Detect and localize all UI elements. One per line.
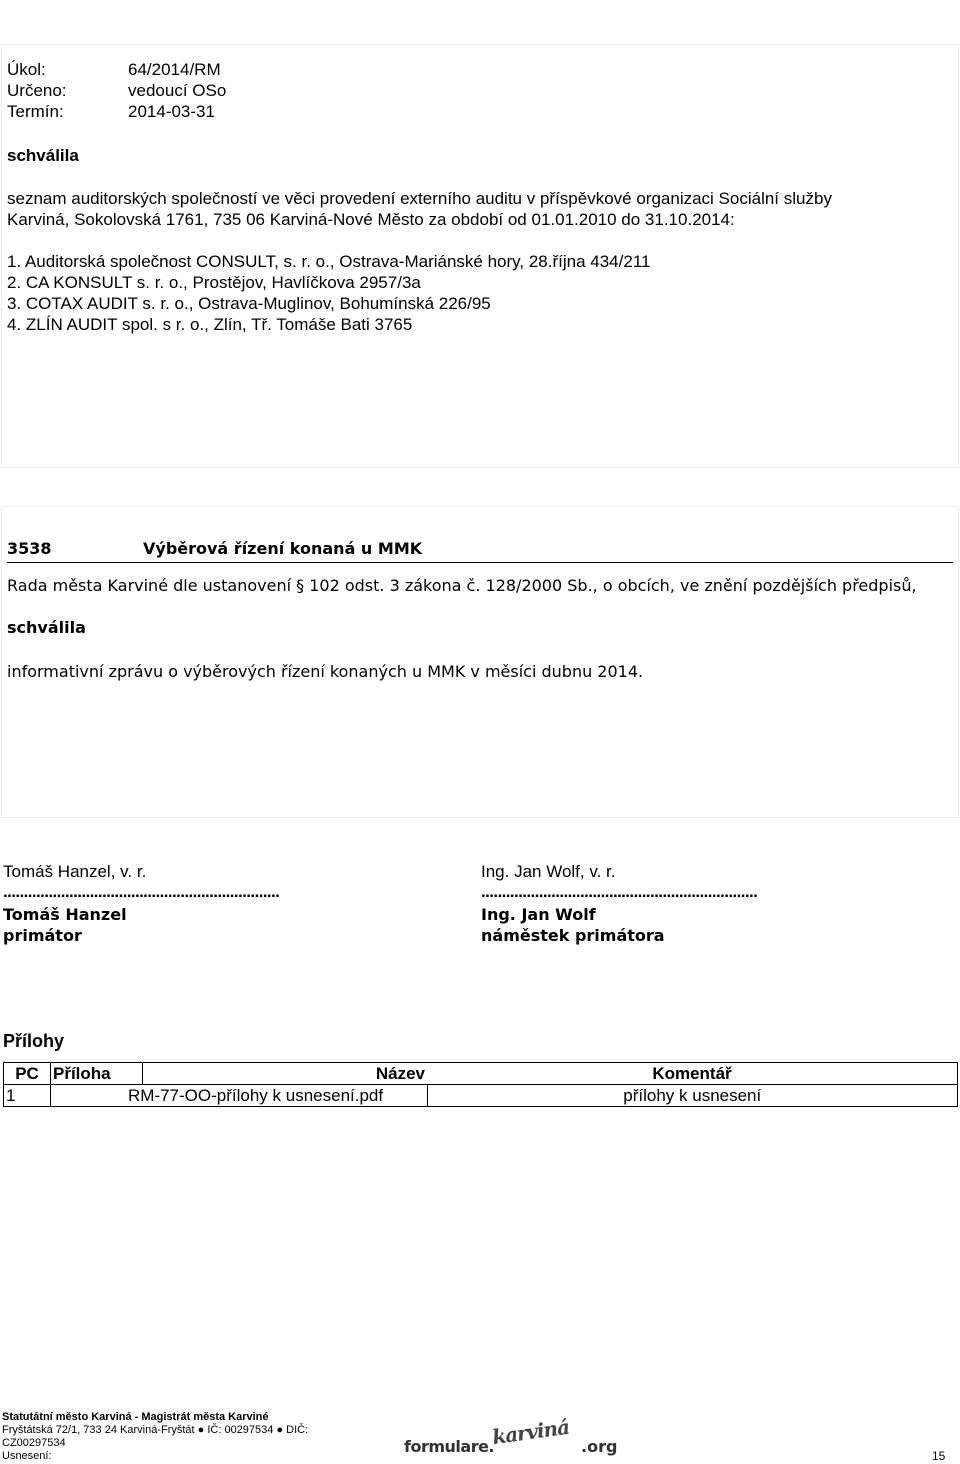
task-value: 2014-03-31 [128,102,215,121]
task-label: Úkol: [7,60,46,79]
footer-org: Statutátní město Karviná - Magistrát města Karviné [2,1411,269,1423]
resolution-intro: Rada města Karviné dle ustanovení § 102 odst. 3 zákona č. 128/2000 Sb., o obcích, ve znění pozdějších předpisů, [7,576,917,595]
cell-pc: 1 [4,1085,51,1107]
table-header-row [4,1063,958,1085]
task-text-line: seznam auditorských společností ve věci provedení externího auditu v příspěvkové organizaci Sociální služby [7,189,832,208]
resolution-number: 3538 [7,539,52,558]
header-pc: PC [4,1063,51,1085]
attachment-file-link[interactable] [51,1085,428,1107]
task-text-line: Karviná, Sokolovská 1761, 735 06 Karviná-Nové Město za období od 01.01.2010 do 31.10.2014: [7,210,735,229]
header-nazev: Název [143,1063,428,1085]
auditor-item: 1. Auditorská společnost CONSULT, s. r. o., Ostrava-Mariánské hory, 28.října 434/211 [7,252,651,271]
resolution-title: Výběrová řízení konaná u MMK [143,539,423,558]
task-value: vedoucí OSo [128,81,227,100]
signature-left-dots: ................................................................... [3,882,280,901]
task-label: Určeno: [7,81,67,100]
attachments-table [3,1062,958,1107]
signature-left-role: primátor [3,926,82,945]
footer-doc-label: Usnesení: [2,1450,52,1462]
cell-komentar: přílohy k usnesení [427,1085,958,1107]
signature-right-dots: ................................................................... [481,882,758,901]
signature-left-name: Tomáš Hanzel [3,905,127,924]
auditor-item: 3. COTAX AUDIT s. r. o., Ostrava-Muglinov, Bohumínská 226/95 [7,294,491,313]
signature-right-name: Ing. Jan Wolf [481,905,596,924]
signature-right-signed: Ing. Jan Wolf, v. r. [481,862,616,881]
table-row [4,1085,958,1107]
attachment-filename: RM-77-OO-přílohy k usnesení.pdf [128,1085,384,1105]
resolution-verdict: schválila [7,618,86,637]
footer-address: Fryštátská 72/1, 733 24 Karviná-Fryštát ● IČ: 00297534 ● DIČ: [2,1424,309,1436]
header-priloha: Příloha [51,1063,143,1085]
formulare-logo [404,1414,618,1460]
logo-mark: karviná [490,1414,571,1450]
auditor-item: 2. CA KONSULT s. r. o., Prostějov, Havlíčkova 2957/3a [7,273,421,292]
auditor-item: 4. ZLÍN AUDIT spol. s r. o., Zlín, Tř. Tomáše Bati 3765 [7,315,413,334]
page-number: 15 [932,1449,946,1463]
resolution-rule [7,562,953,563]
logo-text: formulare. [404,1437,495,1456]
logo-domain: .org [581,1437,618,1456]
task-value: 64/2014/RM [128,60,221,79]
signature-left-signed: Tomáš Hanzel, v. r. [3,862,147,881]
footer-dic: CZ00297534 [2,1437,66,1449]
resolution-text: informativní zprávu o výběrových řízení konaných u MMK v měsíci dubnu 2014. [7,662,644,681]
attachments-heading: Přílohy [3,1031,65,1051]
task-verdict: schválila [7,146,79,165]
header-komentar: Komentář [427,1063,958,1085]
task-label: Termín: [7,102,64,121]
signature-right-role: náměstek primátora [481,926,665,945]
